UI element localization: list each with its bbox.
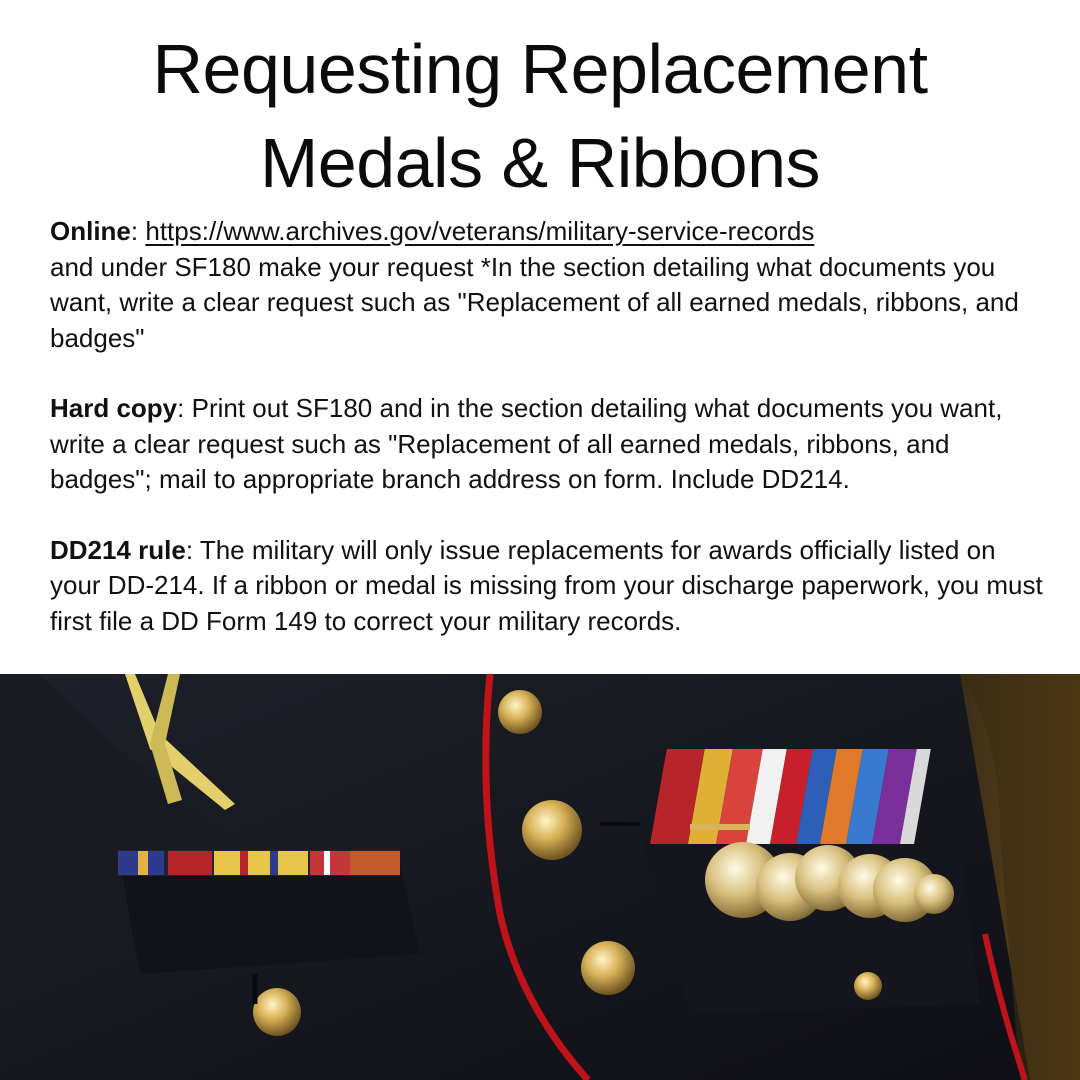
online-separator: : bbox=[130, 216, 146, 246]
online-text: and under SF180 make your request *In the section detailing what documents you want, write a clear request such as "Replacement of all earned medals, ribbons, and badges" bbox=[50, 251, 1019, 353]
dd214-label: DD214 rule bbox=[50, 534, 186, 565]
hardcopy-paragraph bbox=[50, 391, 1050, 498]
page-title bbox=[0, 22, 1080, 210]
online-paragraph bbox=[50, 214, 1050, 356]
dd214-text: : The military will only issue replacements for awards officially listed on your DD-214. If a ribbon or medal is missing from your discharge paperwork, you must first file a DD Form 149 to correct your military records. bbox=[50, 534, 1043, 636]
archives-link[interactable]: https://www.archives.gov/veterans/military-service-records bbox=[145, 216, 815, 246]
title-line-1: Requesting Replacement bbox=[152, 30, 928, 108]
uniform-photo bbox=[0, 674, 1080, 1080]
uniform-illustration bbox=[0, 674, 1080, 1080]
instructions bbox=[50, 214, 1050, 674]
dd214-paragraph bbox=[50, 533, 1050, 640]
online-label: Online bbox=[50, 216, 131, 246]
title-line-2: Medals & Ribbons bbox=[259, 124, 821, 202]
hardcopy-text: : Print out SF180 and in the section detailing what documents you want, write a clear request such as "Replacement of all earned medals, ribbons, and badges"; mail to appropriate branch address on form. Include DD214. bbox=[50, 393, 1003, 494]
hardcopy-label: Hard copy bbox=[50, 393, 178, 423]
